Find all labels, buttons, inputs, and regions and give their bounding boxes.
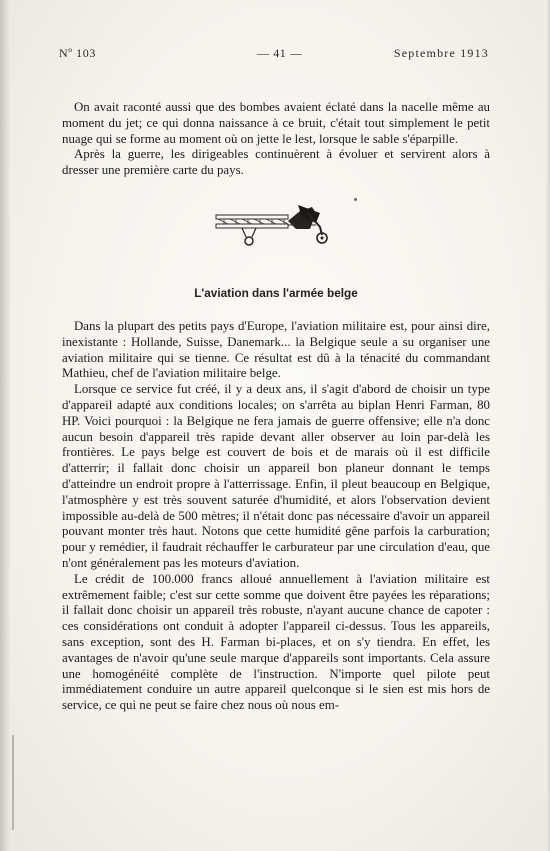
ink-speck	[354, 198, 357, 201]
page-right-edge	[545, 0, 550, 851]
page-number: — 41 —	[257, 46, 303, 60]
issue-date: Septembre 1913	[393, 46, 489, 60]
intro-paragraph-1: On avait raconté aussi que des bombes avaient éclaté dans la nacelle même au moment du jet; ce qui donna naissance à ce bruit, c'était tout simplement le petit nuage qui se forme au moment où on jette le lest, lorsque le sable s'éparpille.	[62, 100, 490, 146]
binding-mark	[12, 735, 14, 830]
page-left-edge	[0, 0, 10, 851]
section-title: L'aviation dans l'armée belge	[194, 286, 358, 300]
biplane-figure	[212, 193, 332, 255]
body-paragraph-2: Lorsque ce service fut créé, il y a deux ans, il s'agit d'abord de choisir un type d'appareil adapté aux conditions locales; on s'arrêta au biplan Henri Farman, 80 HP. Voici pourquoi : la Belgique ne fera jamais de guerre offensive; elle n'a donc aucun besoin d'appareil très rapide devant aller observer au loin par-delà les frontières. Le pays belge est couvert de bois et de marais où il est difficile d'atterrir; il fallait donc choisir un appareil bon planeur donnant le temps d'atteindre un endroit propre à l'atterrissage. Enfin, il pleut beaucoup en Belgique, l'atmosphère y est très souvent saturée d'humidité, et alors l'observation devient impossible au-delà de 500 mètres; il n'était donc pas nécessaire d'avoir un appareil pouvant monter très haut. Notons que cette humidité gêne parfois la carburation; pour y remédier, il faudrait réchauffer le carburateur par une circulation d'eau, que n'ont généralement pas les moteurs d'aviation.	[62, 382, 490, 570]
intro-paragraph-2: Après la guerre, les dirigeables continuèrent à évoluer et servirent alors à dresser une première carte du pays.	[62, 147, 490, 178]
issue-number: Nº 103	[59, 46, 96, 60]
biplane-illustration-icon	[212, 193, 332, 255]
intro-text	[62, 100, 490, 179]
body-paragraph-3: Le crédit de 100.000 francs alloué annuellement à l'aviation militaire est extrêmement faible; c'est sur cette somme que doivent être payées les réparations; il fallait donc choisir un appareil très robuste, n'ayant aucune chance de capoter : ces considérations ont conduit à adopter l'appareil ci-dessus. Tous les appareils, sans exception, sont des H. Farman bi-places, et on s'y tiendra. En effet, les avantages de n'avoir qu'une seule marque d'appareils sont importants. Cela assure une homogénéité complète de l'instruction. N'importe quel pilote peut immédiatement conduire un autre appareil quelconque si le sien est mis hors de service, ce qui ne peut se faire chez nous où nous em-	[62, 571, 490, 713]
body-paragraph-1: Dans la plupart des petits pays d'Europe, l'aviation militaire est, pour ainsi dire, inexistante : Hollande, Suisse, Danemark... la Belgique seule a su organiser une aviation militaire qui se tienne. Ce résultat est dû à la ténacité du commandant Mathieu, chef de l'aviation militaire belge.	[62, 319, 490, 381]
article-body	[62, 319, 490, 714]
running-header	[59, 46, 489, 66]
